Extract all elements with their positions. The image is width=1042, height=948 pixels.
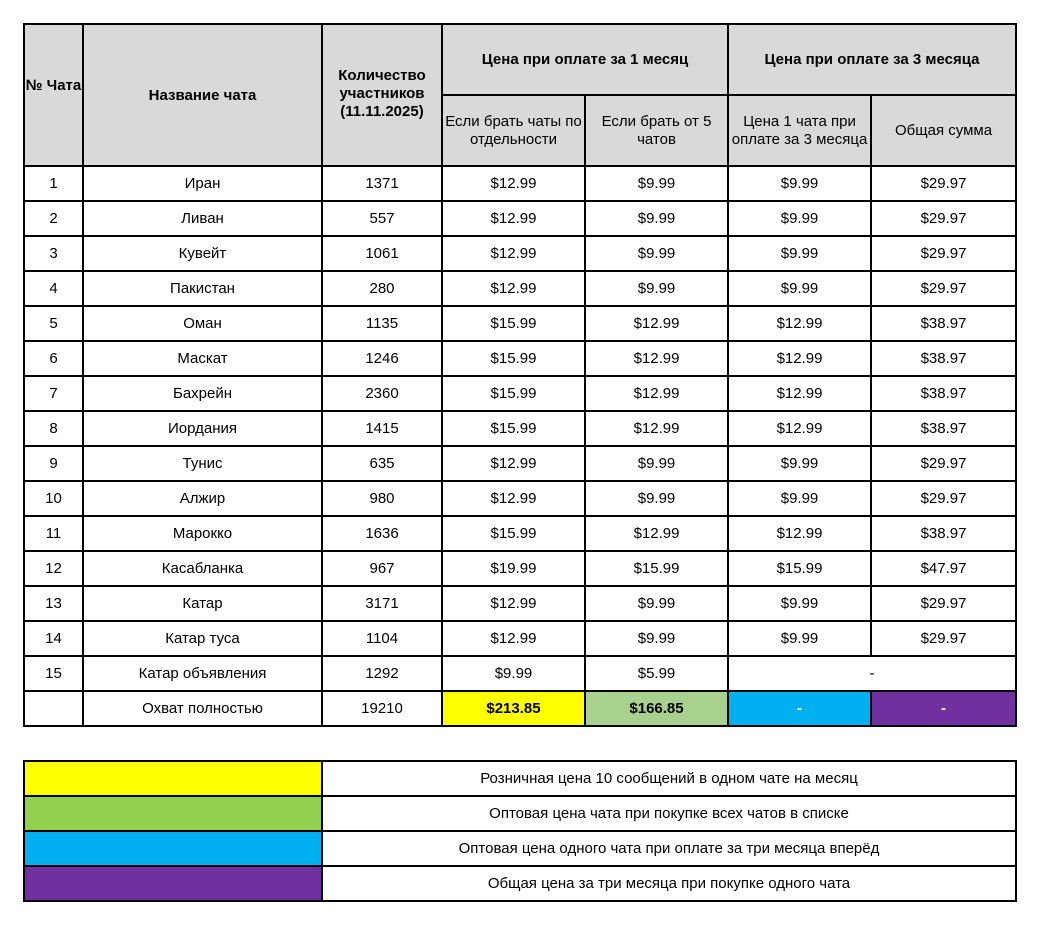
price-table — [23, 23, 1017, 727]
cell-price-from-5: $12.99 — [585, 376, 728, 411]
cell-name: Катар туса — [83, 621, 322, 656]
cell-name: Оман — [83, 306, 322, 341]
row-15-merged-dash: - — [728, 656, 1016, 691]
cell-number: 8 — [24, 411, 83, 446]
cell-price-separate: $15.99 — [442, 376, 585, 411]
cell-price-from-5: $9.99 — [585, 621, 728, 656]
cell-price-separate: $12.99 — [442, 166, 585, 201]
cell-price-separate: $12.99 — [442, 481, 585, 516]
cell-members: 1415 — [322, 411, 442, 446]
cell-total-sum: $47.97 — [871, 551, 1016, 586]
cell-price-separate: $12.99 — [442, 586, 585, 621]
cell-price-from-5: $9.99 — [585, 586, 728, 621]
cell-total-sum: $38.97 — [871, 376, 1016, 411]
cell-price-separate: $15.99 — [442, 411, 585, 446]
table-row — [24, 411, 1016, 446]
cell-name: Тунис — [83, 446, 322, 481]
legend-color-swatch — [24, 866, 322, 901]
header-separate: Если брать чаты по отдельности — [442, 95, 585, 166]
cell-price-from-5: $9.99 — [585, 236, 728, 271]
cell-name: Маскат — [83, 341, 322, 376]
cell-number: 1 — [24, 166, 83, 201]
cell-name: Бахрейн — [83, 376, 322, 411]
totals-price-3-months: - — [728, 691, 871, 726]
table-row — [24, 201, 1016, 236]
cell-members: 1371 — [322, 166, 442, 201]
legend-description: Общая цена за три месяца при покупке одного чата — [322, 866, 1016, 901]
header-chat-name: Название чата — [83, 24, 322, 166]
table-row — [24, 586, 1016, 621]
row-15-members: 1292 — [322, 656, 442, 691]
legend-table — [23, 760, 1017, 902]
cell-price-3-months: $12.99 — [728, 516, 871, 551]
cell-price-3-months: $15.99 — [728, 551, 871, 586]
cell-price-separate: $15.99 — [442, 306, 585, 341]
cell-price-3-months: $12.99 — [728, 376, 871, 411]
cell-number: 13 — [24, 586, 83, 621]
cell-name: Иордания — [83, 411, 322, 446]
cell-price-3-months: $9.99 — [728, 201, 871, 236]
cell-price-3-months: $9.99 — [728, 481, 871, 516]
cell-price-from-5: $12.99 — [585, 306, 728, 341]
header-total-sum: Общая сумма — [871, 95, 1016, 166]
cell-price-separate: $15.99 — [442, 341, 585, 376]
cell-price-from-5: $9.99 — [585, 166, 728, 201]
totals-members: 19210 — [322, 691, 442, 726]
table-row — [24, 376, 1016, 411]
row-15-price-separate: $9.99 — [442, 656, 585, 691]
cell-price-3-months: $9.99 — [728, 236, 871, 271]
cell-price-3-months: $9.99 — [728, 446, 871, 481]
cell-price-3-months: $9.99 — [728, 621, 871, 656]
table-row — [24, 306, 1016, 341]
cell-price-separate: $12.99 — [442, 621, 585, 656]
cell-number: 12 — [24, 551, 83, 586]
cell-total-sum: $29.97 — [871, 446, 1016, 481]
cell-name: Марокко — [83, 516, 322, 551]
cell-members: 3171 — [322, 586, 442, 621]
totals-price-from-5: $166.85 — [585, 691, 728, 726]
cell-price-3-months: $9.99 — [728, 166, 871, 201]
cell-members: 1246 — [322, 341, 442, 376]
cell-price-from-5: $12.99 — [585, 516, 728, 551]
cell-price-separate: $12.99 — [442, 446, 585, 481]
legend-color-swatch — [24, 761, 322, 796]
cell-number: 7 — [24, 376, 83, 411]
totals-label: Охват полностью — [83, 691, 322, 726]
cell-price-3-months: $12.99 — [728, 341, 871, 376]
legend-row — [24, 796, 1016, 831]
cell-members: 1061 — [322, 236, 442, 271]
cell-total-sum: $38.97 — [871, 411, 1016, 446]
cell-price-separate: $15.99 — [442, 516, 585, 551]
cell-members: 1135 — [322, 306, 442, 341]
totals-price-separate: $213.85 — [442, 691, 585, 726]
cell-price-3-months: $9.99 — [728, 271, 871, 306]
legend-color-swatch — [24, 831, 322, 866]
table-row — [24, 166, 1016, 201]
cell-number: 10 — [24, 481, 83, 516]
table-row — [24, 446, 1016, 481]
cell-price-separate: $12.99 — [442, 236, 585, 271]
header-chat-number: № Чата — [24, 24, 83, 166]
totals-number — [24, 691, 83, 726]
cell-total-sum: $29.97 — [871, 236, 1016, 271]
row-15-price-from-5: $5.99 — [585, 656, 728, 691]
legend-description: Оптовая цена чата при покупке всех чатов в списке — [322, 796, 1016, 831]
cell-total-sum: $29.97 — [871, 621, 1016, 656]
cell-total-sum: $38.97 — [871, 516, 1016, 551]
table-row — [24, 481, 1016, 516]
table-row — [24, 656, 1016, 691]
row-15-name: Катар объявления — [83, 656, 322, 691]
cell-members: 635 — [322, 446, 442, 481]
cell-number: 11 — [24, 516, 83, 551]
legend-description: Оптовая цена одного чата при оплате за три месяца вперёд — [322, 831, 1016, 866]
table-row — [24, 621, 1016, 656]
header-price-1-month: Цена при оплате за 1 месяц — [442, 24, 728, 95]
row-15-number: 15 — [24, 656, 83, 691]
cell-members: 280 — [322, 271, 442, 306]
cell-members: 557 — [322, 201, 442, 236]
table-row — [24, 341, 1016, 376]
totals-row — [24, 691, 1016, 726]
cell-name: Ливан — [83, 201, 322, 236]
cell-members: 967 — [322, 551, 442, 586]
legend-row — [24, 831, 1016, 866]
cell-price-from-5: $15.99 — [585, 551, 728, 586]
cell-price-3-months: $12.99 — [728, 306, 871, 341]
cell-name: Кувейт — [83, 236, 322, 271]
header-members: Количество участников (11.11.2025) — [322, 24, 442, 166]
cell-total-sum: $38.97 — [871, 306, 1016, 341]
cell-name: Катар — [83, 586, 322, 621]
cell-price-from-5: $9.99 — [585, 481, 728, 516]
cell-price-from-5: $9.99 — [585, 271, 728, 306]
legend-color-swatch — [24, 796, 322, 831]
legend-row — [24, 761, 1016, 796]
cell-number: 9 — [24, 446, 83, 481]
cell-total-sum: $29.97 — [871, 201, 1016, 236]
cell-price-from-5: $12.99 — [585, 411, 728, 446]
cell-members: 2360 — [322, 376, 442, 411]
cell-price-from-5: $9.99 — [585, 201, 728, 236]
cell-total-sum: $29.97 — [871, 166, 1016, 201]
cell-price-separate: $12.99 — [442, 271, 585, 306]
cell-name: Алжир — [83, 481, 322, 516]
cell-number: 6 — [24, 341, 83, 376]
header-price-1-chat-3-months: Цена 1 чата при оплате за 3 месяца — [728, 95, 871, 166]
table-row — [24, 516, 1016, 551]
cell-price-3-months: $9.99 — [728, 586, 871, 621]
cell-total-sum: $38.97 — [871, 341, 1016, 376]
table-body — [24, 166, 1016, 726]
cell-name: Пакистан — [83, 271, 322, 306]
cell-number: 5 — [24, 306, 83, 341]
table-row — [24, 551, 1016, 586]
table-row — [24, 236, 1016, 271]
totals-total-sum: - — [871, 691, 1016, 726]
cell-price-separate: $12.99 — [442, 201, 585, 236]
header-from-5: Если брать от 5 чатов — [585, 95, 728, 166]
cell-price-from-5: $12.99 — [585, 341, 728, 376]
table-row — [24, 271, 1016, 306]
cell-name: Иран — [83, 166, 322, 201]
cell-number: 2 — [24, 201, 83, 236]
cell-price-3-months: $12.99 — [728, 411, 871, 446]
cell-total-sum: $29.97 — [871, 481, 1016, 516]
cell-price-separate: $19.99 — [442, 551, 585, 586]
cell-price-from-5: $9.99 — [585, 446, 728, 481]
header-price-3-months: Цена при оплате за 3 месяца — [728, 24, 1016, 95]
cell-name: Касабланка — [83, 551, 322, 586]
cell-members: 980 — [322, 481, 442, 516]
cell-members: 1104 — [322, 621, 442, 656]
cell-total-sum: $29.97 — [871, 586, 1016, 621]
cell-number: 3 — [24, 236, 83, 271]
cell-number: 4 — [24, 271, 83, 306]
cell-number: 14 — [24, 621, 83, 656]
legend-row — [24, 866, 1016, 901]
cell-total-sum: $29.97 — [871, 271, 1016, 306]
legend-description: Розничная цена 10 сообщений в одном чате на месяц — [322, 761, 1016, 796]
cell-members: 1636 — [322, 516, 442, 551]
